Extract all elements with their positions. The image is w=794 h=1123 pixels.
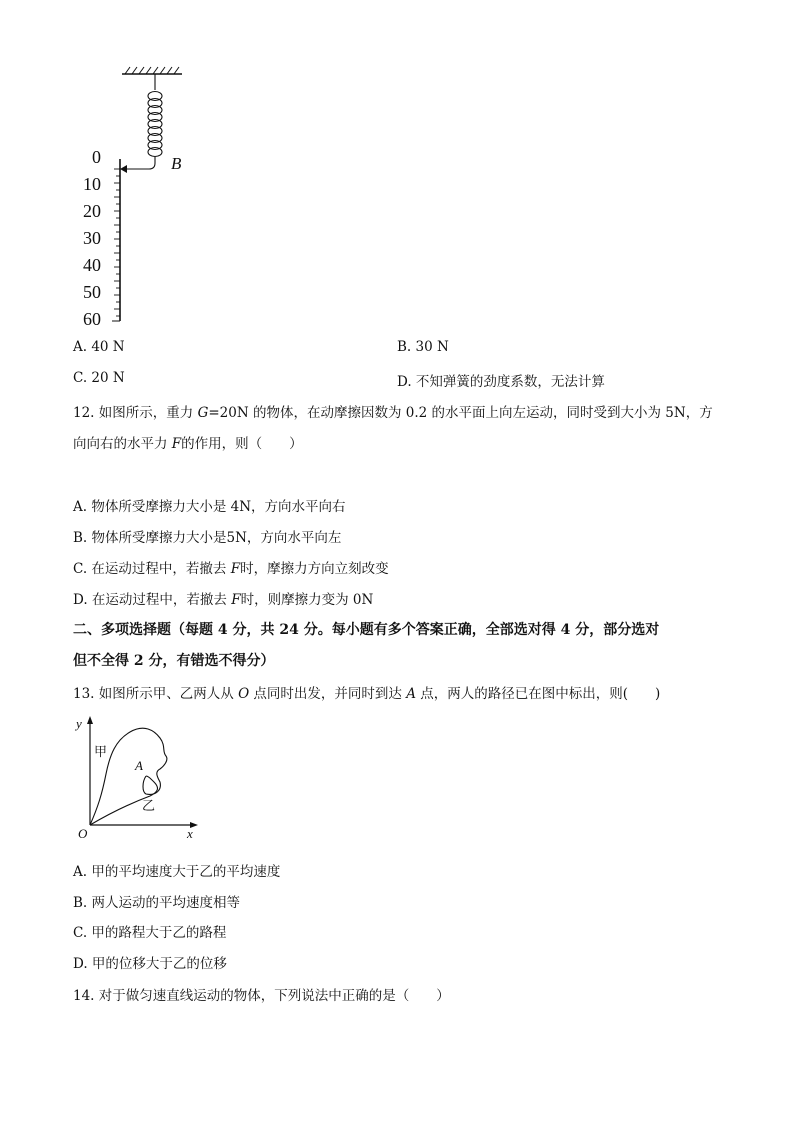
q12-stem-line1 — [73, 401, 713, 421]
q12-option-b — [73, 526, 341, 546]
q13-option-c: C. 甲的路程大于乙的路程 — [73, 925, 227, 941]
q12-stem-line2 — [73, 432, 303, 452]
q11-option-c: C. 20 N — [73, 370, 125, 386]
q13-var-o: O — [238, 686, 250, 702]
q13-stem — [73, 682, 660, 702]
q12-option-d — [73, 588, 373, 608]
tick-label-40: 40 — [83, 255, 101, 275]
spring-coil — [122, 74, 162, 169]
option-var-f: F — [231, 592, 241, 608]
q12-var-f: F — [171, 436, 182, 452]
q11-option-d: D. 不知弹簧的劲度系数，无法计算 — [397, 374, 605, 390]
point-a-label: A — [135, 758, 143, 773]
option-text: D. 在运动过程中，若撤去 — [73, 592, 232, 608]
tick-label-50: 50 — [83, 282, 101, 302]
q12-stem-text: 12. 如图所示，重力 — [73, 405, 198, 421]
q11-option-b: B. 30 N — [397, 339, 449, 355]
path-jia-label: 甲 — [94, 744, 108, 759]
q12-stem-text: 向向右的水平力 — [73, 436, 172, 452]
path-jia — [90, 728, 167, 825]
q13-var-a: A — [406, 686, 416, 702]
q13-option-a: A. 甲的平均速度大于乙的平均速度 — [73, 864, 281, 880]
option-text: 时，则摩擦力变为 0N — [240, 592, 374, 608]
option-text: B. 物体所受摩擦力大小是5N，方向水平向左 — [73, 530, 342, 546]
label-b: B — [171, 154, 182, 173]
ceiling-hatch — [125, 67, 179, 74]
section-2-heading-line1: 二、多项选择题（每题 4 分，共 24 分。每小题有多个答案正确，全部选对得 4 分，部分选对 — [73, 622, 660, 638]
q12-option-c — [73, 557, 389, 577]
path-diagram — [72, 712, 207, 840]
q13-option-d: D. 甲的位移大于乙的位移 — [73, 956, 227, 972]
option-text: A. 物体所受摩擦力大小是 4N，方向水平向右 — [73, 499, 346, 515]
q12-var-g: G — [197, 405, 209, 421]
scale-minor-ticks — [114, 169, 120, 316]
tick-label-20: 20 — [83, 201, 101, 221]
tick-label-10: 10 — [83, 174, 101, 194]
q14-stem: 14. 对于做匀速直线运动的物体，下列说法中正确的是（ ） — [73, 988, 450, 1004]
pointer-arrowhead — [120, 165, 127, 173]
option-text: 时，摩擦力方向立刻改变 — [240, 561, 389, 577]
origin-label: O — [78, 826, 88, 840]
path-yi-label: 乙 — [142, 798, 156, 813]
section-2-heading-line2: 但不全得 2 分，有错选不得分） — [73, 653, 275, 669]
spring-scale-figure — [70, 64, 200, 329]
tick-label-30: 30 — [83, 228, 101, 248]
option-text: C. 在运动过程中，若撤去 — [73, 561, 231, 577]
tick-label-60: 60 — [83, 309, 101, 329]
q13-option-b: B. 两人运动的平均速度相等 — [73, 895, 241, 911]
q11-option-a: A. 40 N — [73, 339, 125, 355]
y-axis-label: y — [76, 716, 82, 731]
q13-stem-text: 点同时出发，并同时到达 — [249, 686, 407, 702]
q12-stem-text: =20N 的物体，在动摩擦因数为 0.2 的水平面上向左运动，同时受到大小为 5N，方 — [208, 405, 713, 421]
scale-tick-labels — [83, 147, 101, 329]
q13-stem-text: 13. 如图所示甲、乙两人从 — [73, 686, 239, 702]
y-axis-arrowhead — [87, 716, 93, 724]
q12-stem-text: 的作用，则（ ） — [181, 436, 303, 452]
tick-label-0: 0 — [92, 147, 101, 167]
option-var-f: F — [230, 561, 241, 577]
q13-stem-text: 点，两人的路径已在图中标出，则( ) — [415, 686, 661, 702]
x-axis-label: x — [187, 826, 193, 840]
q12-option-a — [73, 495, 346, 515]
